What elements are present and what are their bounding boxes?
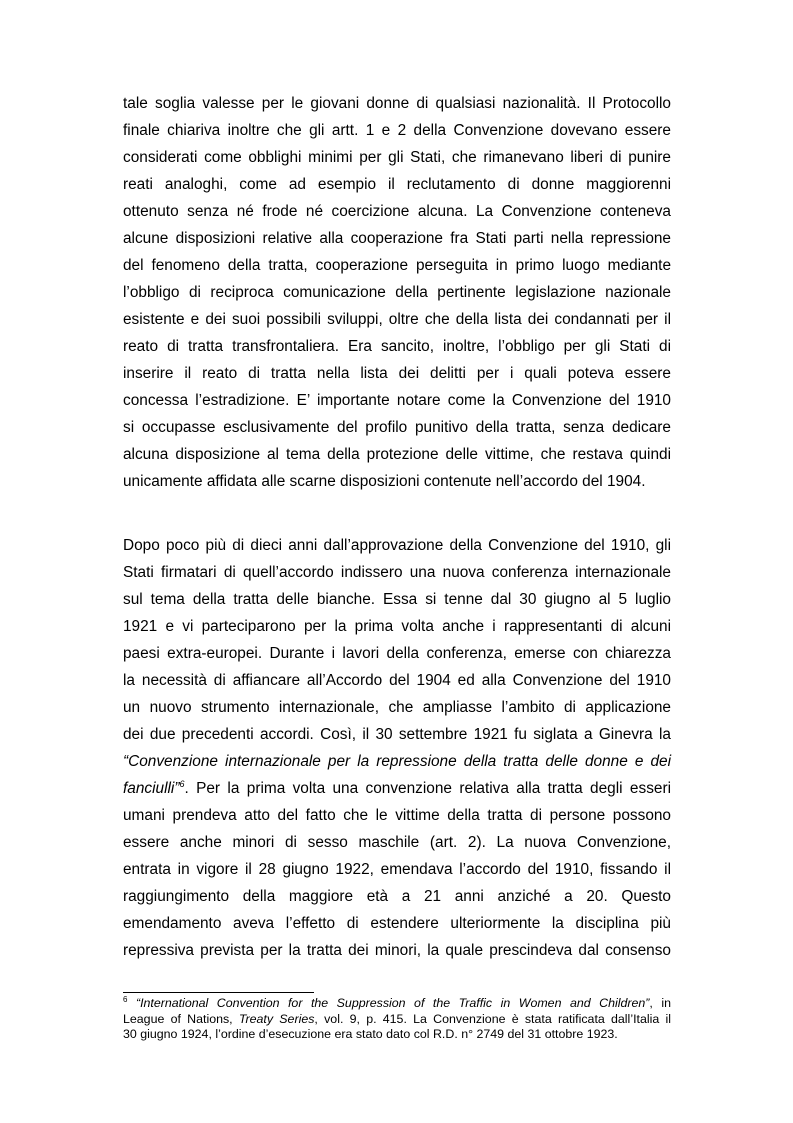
text-line: l’obbligo di reciproca comunicazione della pertinente legislazione nazionale [123, 284, 671, 301]
paragraph-2-text [123, 532, 671, 964]
text-line: finale chiariva inoltre che gli artt. 1 e 2 della Convenzione dovevano essere [123, 122, 671, 139]
text-line: essere anche minori di sesso maschile (art. 2). La nuova Convenzione, [123, 834, 671, 851]
text-line: concessa l’estradizione. E’ importante notare come la Convenzione del 1910 [123, 392, 671, 409]
text-line: unicamente affidata alle scarne disposizioni contenute nell’accordo del 1904. [123, 473, 646, 490]
text-line: del fenomeno della tratta, cooperazione perseguita in primo luogo mediante [123, 257, 671, 274]
text-line: dei due precedenti accordi. Così, il 30 settembre 1921 fu siglata a Ginevra la [123, 726, 671, 743]
paragraph-1 [123, 90, 671, 495]
text-line: considerati come obblighi minimi per gli Stati, che rimanevano liberi di punire [123, 149, 671, 166]
footnote-line-2 [123, 1012, 671, 1028]
footnote-separator [123, 992, 314, 993]
text-line: Dopo poco più di dieci anni dall’approvazione della Convenzione del 1910, gli [123, 537, 671, 554]
text-line: alcune disposizioni relative alla cooperazione fra Stati parti nella repressione [123, 230, 671, 247]
convention-title-end-line [123, 775, 671, 802]
convention-title-line: “Convenzione internazionale per la repressione della tratta delle donne e dei [123, 753, 671, 770]
text-line: la necessità di affiancare all’Accordo del 1904 ed alla Convenzione del 1910 [123, 672, 671, 689]
footnote-line-2-post: , vol. 9, p. 415. La Convenzione è stata ratificata dall’Italia il [314, 1011, 671, 1026]
footnote-line-3: 30 giugno 1924, l’ordine d’esecuzione era stato dato col R.D. n° 2749 del 31 ottobre 1923. [123, 1027, 618, 1041]
text-line: sul tema della tratta delle bianche. Essa si tenne dal 30 giugno al 5 luglio [123, 591, 671, 608]
footnote-line-1 [123, 996, 671, 1012]
footnote-number: 6 [123, 994, 128, 1004]
text-line: entrata in vigore il 28 giugno 1922, emendava l’accordo del 1910, fissando il [123, 861, 671, 878]
text-line: 1921 e vi parteciparono per la prima volta anche i rappresentanti di alcuni [123, 618, 671, 635]
convention-title-end: fanciulli” [123, 780, 180, 797]
text-line: raggiungimento della maggiore età a 21 anni anziché a 20. Questo [123, 888, 671, 905]
text-line: repressiva prevista per la tratta dei minori, la quale prescindeva dal consenso [123, 942, 671, 959]
text-line: reati analoghi, come ad esempio il reclutamento di donne maggiorenni [123, 176, 671, 193]
text-line: esistente e dei suoi possibili sviluppi, oltre che della lista dei condannati per il [123, 311, 671, 328]
footnote-reference: 6 [179, 778, 185, 789]
paragraph-2 [123, 532, 671, 964]
footnote-title: “International Convention for the Suppression of the Traffic in Women and Children” [135, 996, 650, 1010]
text-line: umani prendeva atto del fatto che le vittime della tratta di persone possono [123, 807, 671, 824]
footnote-line-1-tail: , in [649, 996, 671, 1010]
text-line: ottenuto senza né frode né coercizione alcuna. La Convenzione conteneva [123, 203, 671, 220]
paragraph-1-text [123, 90, 671, 495]
footnote [123, 996, 671, 1043]
text-line: inserire il reato di tratta nella lista dei delitti per i quali poteva essere [123, 365, 671, 382]
footnote-line-2-pre: League of Nations, [123, 1011, 239, 1026]
footnote-treaty-series: Treaty Series [238, 1011, 315, 1026]
text-line: tale soglia valesse per le giovani donne di qualsiasi nazionalità. Il Protocollo [123, 95, 671, 112]
text-line: alcuna disposizione al tema della protezione delle vittime, che restava quindi [123, 446, 671, 463]
text-line: reato di tratta transfrontaliera. Era sancito, inoltre, l’obbligo per gli Stati di [123, 338, 671, 355]
text-line: emendamento aveva l’effetto di estendere ulteriormente la disciplina più [123, 915, 671, 932]
text-line: un nuovo strumento internazionale, che ampliasse l’ambito di applicazione [123, 699, 671, 716]
text-line: Stati firmatari di quell’accordo indissero una nuova conferenza internazionale [123, 564, 671, 581]
text-line: paesi extra-europei. Durante i lavori della conferenza, emerse con chiarezza [123, 645, 671, 662]
text-line: si occupasse esclusivamente del profilo punitivo della tratta, senza dedicare [123, 419, 671, 436]
title-after-text: . Per la prima volta una convenzione relativa alla tratta degli esseri [184, 780, 671, 797]
